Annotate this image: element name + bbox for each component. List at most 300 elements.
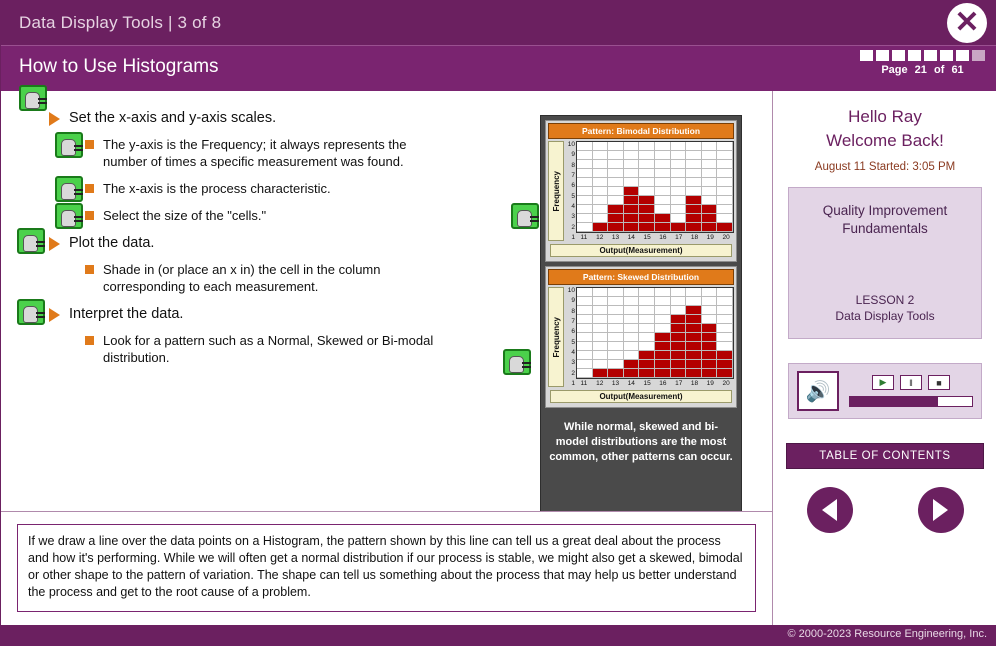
histogram-cell: [671, 315, 687, 324]
x-tick: 12: [596, 234, 604, 241]
histogram-cell: [671, 187, 687, 196]
histogram-cell: [577, 187, 593, 196]
histogram-cell: [624, 205, 640, 214]
x-tick: 11: [580, 380, 588, 387]
square-bullet-icon: [85, 140, 94, 149]
histogram-cell: [702, 223, 718, 232]
histogram-cell: [577, 205, 593, 214]
histogram-cell: [624, 315, 640, 324]
histogram-cell: [717, 205, 733, 214]
x-tick: 13: [611, 234, 620, 241]
histogram-cell: [639, 333, 655, 342]
histogram-cell: [608, 342, 624, 351]
y-tick: 2: [571, 223, 575, 231]
histogram-cell: [639, 187, 655, 196]
histogram-cell: [717, 151, 733, 160]
x-axis-label: Output(Measurement): [550, 244, 732, 257]
histogram-cell: [717, 142, 733, 151]
histogram-cell: [608, 351, 624, 360]
histogram-cell: [639, 196, 655, 205]
histogram-cell: [717, 187, 733, 196]
y-tick: 1: [571, 379, 575, 387]
histogram-cell: [717, 169, 733, 178]
hand-cursor-icon[interactable]: [17, 299, 45, 325]
histogram-cell: [655, 151, 671, 160]
histogram-cell: [717, 342, 733, 351]
y-tick: 5: [571, 192, 575, 200]
x-tick: 16: [659, 380, 667, 387]
histogram-cell: [639, 205, 655, 214]
histogram-cell: [639, 142, 655, 151]
histogram-cell: [608, 178, 624, 187]
histogram-cell: [577, 315, 593, 324]
histogram-cell: [655, 223, 671, 232]
histogram-cell: [671, 351, 687, 360]
x-tick: 17: [675, 380, 683, 387]
histogram-cell: [624, 306, 640, 315]
navigation: [774, 487, 996, 533]
copyright-text: © 2000-2023 Resource Engineering, Inc.: [787, 628, 987, 640]
greeting-line-2: Welcome Back!: [826, 131, 944, 150]
histogram-cell: [702, 342, 718, 351]
bullet-text: Interpret the data.: [69, 306, 184, 322]
histogram-cell: [717, 360, 733, 369]
histogram-cell: [639, 351, 655, 360]
histogram-cell: [624, 214, 640, 223]
histogram-cell: [624, 196, 640, 205]
histogram-cell: [593, 205, 609, 214]
histogram-cell: [608, 333, 624, 342]
triangle-bullet-icon: [49, 237, 60, 251]
histogram-cell: [624, 342, 640, 351]
histogram-cell: [624, 333, 640, 342]
histogram-cell: [686, 196, 702, 205]
histogram-cell: [577, 369, 593, 378]
total-pages: 61: [951, 64, 964, 76]
histogram-cell: [655, 324, 671, 333]
histogram-cell: [671, 214, 687, 223]
y-tick: 7: [571, 171, 575, 179]
histogram-cell: [686, 151, 702, 160]
histogram-cell: [593, 306, 609, 315]
arrow-right-icon: [933, 499, 948, 521]
histogram-cell: [593, 297, 609, 306]
close-icon[interactable]: [947, 3, 987, 43]
histogram-cell: [702, 369, 718, 378]
histogram-cell: [655, 288, 671, 297]
x-tick: 13: [611, 380, 620, 387]
histogram-cell: [593, 187, 609, 196]
histogram-cell: [686, 169, 702, 178]
histogram-cell: [702, 324, 718, 333]
progress-indicator: [860, 50, 985, 76]
histogram-cell: [624, 223, 640, 232]
title-bar: [1, 1, 996, 45]
histogram-cell: [624, 324, 640, 333]
media-player: [788, 363, 982, 419]
pause-button[interactable]: [900, 375, 922, 390]
histogram-cell: [639, 306, 655, 315]
histogram-cell: [624, 297, 640, 306]
histogram-cell: [593, 223, 609, 232]
progress-pip: [924, 50, 937, 61]
next-page-button[interactable]: [918, 487, 964, 533]
histogram-cell: [671, 151, 687, 160]
histogram-cell: [671, 288, 687, 297]
histogram-cell: [639, 151, 655, 160]
lesson-info: [789, 292, 981, 324]
histogram-cell: [717, 315, 733, 324]
histogram-cell: [577, 160, 593, 169]
histogram-cell: [593, 315, 609, 324]
speaker-icon-glyph: 🔊: [805, 380, 831, 403]
histogram-cell: [702, 288, 718, 297]
y-tick: 2: [571, 369, 575, 377]
histogram-cell: [577, 169, 593, 178]
media-controls: [849, 375, 973, 407]
histogram-cell: [671, 178, 687, 187]
histogram-cell: [686, 223, 702, 232]
square-bullet-icon: [85, 336, 94, 345]
greeting: [774, 91, 996, 173]
histogram-cell: [702, 315, 718, 324]
histogram-cell: [702, 351, 718, 360]
play-icon: ▶: [879, 377, 887, 387]
square-bullet-icon: [85, 184, 94, 193]
chart-list: [541, 120, 741, 408]
histogram-cell: [593, 169, 609, 178]
audio-progress-fill: [850, 397, 938, 406]
plot-area: [576, 141, 734, 241]
histogram-cell: [686, 297, 702, 306]
histogram-cell: [717, 223, 733, 232]
histogram-cell: [608, 160, 624, 169]
lesson-name: Data Display Tools: [835, 309, 935, 323]
histogram-cell: [671, 324, 687, 333]
bullet-text: Look for a pattern such as a Normal, Skewed or Bi-modal distribution.: [103, 333, 434, 365]
hand-cursor-icon[interactable]: [55, 203, 83, 229]
histogram-cell: [593, 196, 609, 205]
histogram-cell: [671, 333, 687, 342]
x-tick: 20: [722, 380, 730, 387]
progress-pip: [892, 50, 905, 61]
histogram-cell: [717, 333, 733, 342]
bullet-item: [11, 234, 521, 253]
bullet-item: [11, 332, 521, 366]
histogram-cell: [593, 151, 609, 160]
histogram-cell: [608, 324, 624, 333]
histogram-cell: [639, 178, 655, 187]
histogram-cell: [702, 151, 718, 160]
histogram-cell: [624, 160, 640, 169]
histogram-cell: [686, 351, 702, 360]
histogram-cell: [593, 342, 609, 351]
hand-cursor-icon-chart2[interactable]: [503, 349, 531, 375]
histogram-cell: [639, 160, 655, 169]
bullet-item: [11, 180, 521, 197]
histogram-cell: [686, 178, 702, 187]
histogram-cell: [655, 306, 671, 315]
sidebar: [774, 91, 996, 627]
histogram-cell: [655, 187, 671, 196]
histogram-cell: [577, 333, 593, 342]
histogram-cell: [608, 196, 624, 205]
triangle-bullet-icon: [49, 112, 60, 126]
square-bullet-icon: [85, 211, 94, 220]
y-tick: 8: [571, 307, 575, 315]
histogram-cell: [639, 288, 655, 297]
histogram-cell: [577, 196, 593, 205]
histogram-cell: [686, 333, 702, 342]
narrative-panel: [1, 511, 773, 627]
histogram-cell: [717, 297, 733, 306]
histogram-cell: [655, 196, 671, 205]
histogram-cell: [593, 351, 609, 360]
y-axis-label: [548, 287, 564, 387]
previous-page-button[interactable]: [807, 487, 853, 533]
histogram-cell: [577, 351, 593, 360]
progress-pip: [940, 50, 953, 61]
pause-icon: ‖: [909, 377, 913, 388]
hand-cursor-icon[interactable]: [55, 132, 83, 158]
course-card: [788, 187, 982, 339]
histogram-cell: [655, 369, 671, 378]
hand-cursor-icon[interactable]: [19, 85, 47, 111]
bullet-text: The x-axis is the process characteristic.: [103, 181, 331, 196]
x-tick: 18: [690, 234, 699, 241]
arrow-left-icon: [822, 499, 837, 521]
histogram-cell: [608, 315, 624, 324]
histogram-cell: [639, 324, 655, 333]
bullet-text: The y-axis is the Frequency; it always represents the number of times a specific measurement was found.: [103, 137, 407, 169]
course-title: Quality Improvement Fundamentals: [822, 203, 948, 236]
histogram-cell: [624, 151, 640, 160]
x-tick: 16: [659, 234, 667, 241]
histogram-cell: [717, 324, 733, 333]
y-axis-ticks: [564, 141, 576, 241]
histogram-cell: [686, 288, 702, 297]
histogram-cell: [686, 142, 702, 151]
chart-body: [548, 141, 734, 241]
histogram-grid: [576, 287, 734, 379]
progress-pip: [876, 50, 889, 61]
transport-buttons: [849, 375, 973, 390]
x-axis-ticks: [576, 234, 734, 241]
histogram-cell: [624, 178, 640, 187]
histogram-cell: [624, 169, 640, 178]
histogram-cell: [671, 297, 687, 306]
histogram-cell: [717, 178, 733, 187]
histogram-cell: [655, 169, 671, 178]
histogram-cell: [655, 205, 671, 214]
of-label: of: [933, 64, 945, 76]
histogram-cell: [702, 187, 718, 196]
bullet-item: [11, 136, 521, 170]
greeting-line-1: Hello Ray: [848, 107, 922, 126]
histogram-cell: [624, 351, 640, 360]
histogram-cell: [639, 223, 655, 232]
progress-pip: [860, 50, 873, 61]
x-tick: 15: [643, 234, 651, 241]
histogram-cell: [608, 169, 624, 178]
y-tick: 3: [571, 213, 575, 221]
play-button[interactable]: [872, 375, 894, 390]
chart-title: Pattern: Skewed Distribution: [548, 269, 734, 285]
y-tick: 5: [571, 338, 575, 346]
page-number: 21: [914, 64, 927, 76]
speaker-icon[interactable]: [797, 371, 839, 411]
histogram-cell: [702, 360, 718, 369]
histogram-cell: [702, 169, 718, 178]
x-tick: 18: [690, 380, 699, 387]
histogram-cell: [639, 369, 655, 378]
hand-cursor-icon-chart1[interactable]: [511, 203, 539, 229]
histogram-cell: [702, 196, 718, 205]
histogram-cell: [717, 369, 733, 378]
histogram-cell: [671, 360, 687, 369]
close-icon-glyph: ✕: [954, 6, 980, 39]
histogram-cell: [717, 351, 733, 360]
histogram-cell: [686, 160, 702, 169]
histogram-cell: [577, 297, 593, 306]
window-title: Data Display Tools | 3 of 8: [19, 13, 222, 32]
histogram-cell: [686, 205, 702, 214]
y-tick: 7: [571, 317, 575, 325]
chart-title: Pattern: Bimodal Distribution: [548, 123, 734, 139]
histogram-cell: [593, 369, 609, 378]
bullet-item: [11, 207, 521, 224]
y-tick: 9: [571, 151, 575, 159]
histogram-cell: [593, 142, 609, 151]
page-counter: [860, 64, 985, 76]
histogram-cell: [671, 223, 687, 232]
histogram-cell: [686, 342, 702, 351]
histogram-cell: [717, 306, 733, 315]
histogram-cell: [655, 315, 671, 324]
y-tick: 6: [571, 182, 575, 190]
histogram-cell: [686, 214, 702, 223]
histogram-cell: [577, 142, 593, 151]
histogram-cell: [577, 342, 593, 351]
histogram-cell: [717, 288, 733, 297]
bullet-text: Plot the data.: [69, 235, 155, 251]
audio-progress-bar[interactable]: [849, 396, 973, 407]
histogram-cell: [624, 142, 640, 151]
histogram-cell: [655, 297, 671, 306]
histogram-cell: [593, 333, 609, 342]
histogram-cell: [717, 196, 733, 205]
histogram-cell: [717, 214, 733, 223]
histogram-cell: [608, 297, 624, 306]
histogram-cell: [686, 306, 702, 315]
x-tick: 19: [706, 380, 714, 387]
histogram-cell: [655, 178, 671, 187]
histogram-cell: [671, 142, 687, 151]
histogram-cell: [639, 169, 655, 178]
x-tick: 14: [627, 234, 635, 241]
histogram-cell: [671, 169, 687, 178]
y-tick: 1: [571, 233, 575, 241]
histogram-cell: [671, 369, 687, 378]
histogram-cell: [624, 288, 640, 297]
hand-cursor-icon[interactable]: [55, 176, 83, 202]
histogram-cell: [702, 205, 718, 214]
y-tick: 9: [571, 297, 575, 305]
histogram-cell: [577, 151, 593, 160]
progress-pip: [972, 50, 985, 61]
histogram-cell: [577, 178, 593, 187]
bullet-item: [11, 305, 521, 324]
histogram-cell: [639, 342, 655, 351]
histogram-cell: [577, 360, 593, 369]
histogram-cell: [671, 342, 687, 351]
stop-icon: ■: [936, 377, 942, 388]
histogram-cell: [702, 306, 718, 315]
y-tick: 4: [571, 348, 575, 356]
histogram-cell: [686, 324, 702, 333]
plot-area: [576, 287, 734, 387]
table-of-contents-button[interactable]: TABLE OF CONTENTS: [786, 443, 984, 469]
bullet-text: Set the x-axis and y-axis scales.: [69, 110, 277, 126]
progress-pip: [908, 50, 921, 61]
lesson-header: [1, 45, 996, 91]
histogram-cell: [717, 160, 733, 169]
x-tick: 15: [643, 380, 651, 387]
x-tick: 17: [675, 234, 683, 241]
histogram-cell: [702, 214, 718, 223]
lesson-number: LESSON 2: [855, 293, 915, 307]
narrative-text: If we draw a line over the data points on a Histogram, the pattern shown by this line can tell us a great deal about the process and how it's performing. While we will often get a normal distribution if our process is stable, we might also get a skewed, bimodal or other shape to the pattern of variation. The shape can tell us something about the process that may help us better understand the process and get to the root cause of a problem.: [17, 524, 756, 612]
page-label: Page: [881, 64, 908, 76]
bullet-text: Select the size of the "cells.": [103, 208, 267, 223]
y-tick: 10: [567, 287, 575, 294]
progress-pips: [860, 50, 985, 61]
y-axis-ticks: [564, 287, 576, 387]
histogram-cell: [577, 288, 593, 297]
histogram-cell: [655, 351, 671, 360]
stop-button[interactable]: [928, 375, 950, 390]
histogram-cell: [702, 178, 718, 187]
histogram-cell: [655, 214, 671, 223]
histogram-cell: [608, 306, 624, 315]
hand-cursor-icon[interactable]: [17, 228, 45, 254]
histogram-cell: [593, 214, 609, 223]
histogram-cell: [593, 324, 609, 333]
histogram-cell: [671, 306, 687, 315]
histogram-chart: [545, 120, 737, 262]
histogram-cell: [655, 360, 671, 369]
histogram-cell: [608, 360, 624, 369]
histogram-cell: [702, 333, 718, 342]
y-tick: 4: [571, 202, 575, 210]
histogram-cell: [577, 223, 593, 232]
x-tick: 20: [722, 234, 730, 241]
y-axis-label-text: Frequency: [551, 170, 561, 212]
histogram-cell: [593, 360, 609, 369]
main-content: [1, 91, 773, 511]
y-tick: 3: [571, 359, 575, 367]
histogram-cell: [608, 187, 624, 196]
histogram-cell: [608, 142, 624, 151]
histogram-cell: [639, 297, 655, 306]
y-axis-label: [548, 141, 564, 241]
histogram-cell: [608, 369, 624, 378]
histogram-cell: [577, 324, 593, 333]
x-tick: 12: [596, 380, 604, 387]
x-axis-label: Output(Measurement): [550, 390, 732, 403]
histogram-cell: [655, 342, 671, 351]
histogram-cell: [593, 160, 609, 169]
